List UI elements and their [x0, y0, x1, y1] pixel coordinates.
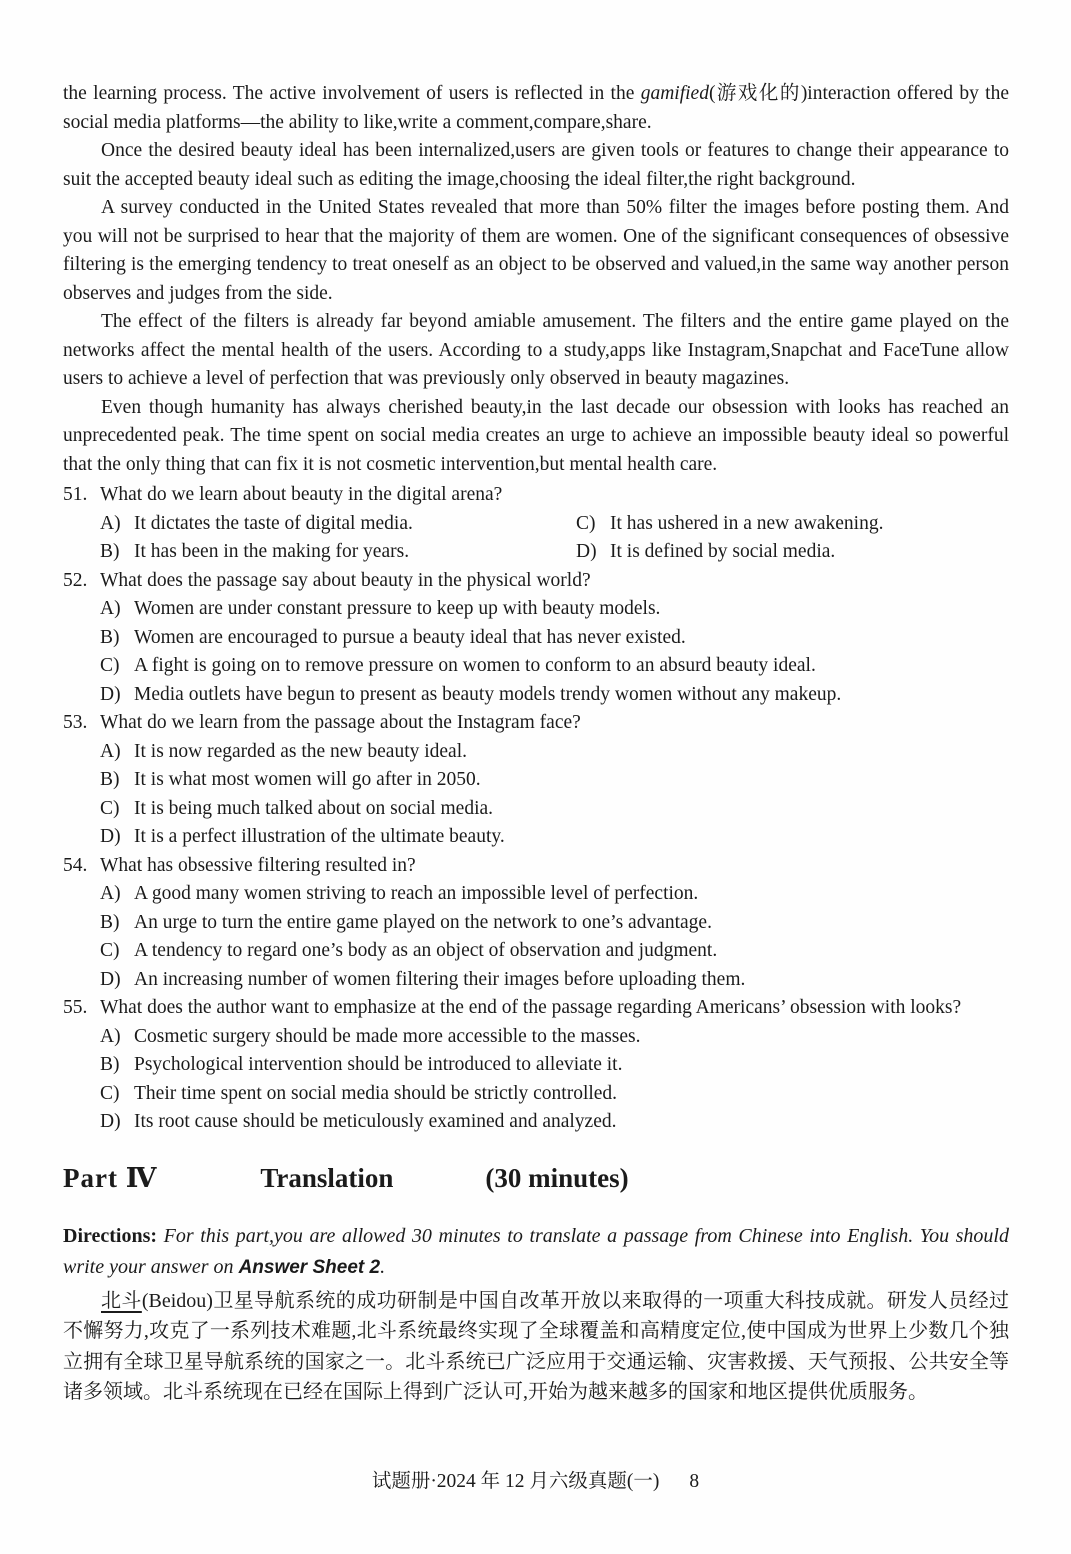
option-text: Media outlets have begun to present as beauty models trendy women without any makeup. [134, 683, 842, 705]
option-text: It is a perfect illustration of the ultimate beauty. [134, 826, 505, 847]
option-label: D) [100, 968, 121, 990]
question-line [63, 567, 1009, 596]
options-group [63, 595, 1009, 709]
part4-directions [63, 1221, 1009, 1283]
answer-option [100, 595, 1009, 624]
option-text: Psychological intervention should be introduced to alleviate it. [134, 1054, 623, 1075]
question-text: What do we learn from the passage about the Instagram face? [100, 712, 581, 733]
passage-text: A survey conducted in the United States revealed that more than 50% filter the images before posting them. And you will not be surprised to hear that the majority of them are women. One of the significant consequences of obsessive filtering is the emerging tendency to treat oneself as an object to be observed and valued,in the same way another person observes and judges from the side. [63, 197, 1009, 304]
answer-option [100, 538, 552, 567]
answer-option [100, 652, 1009, 681]
passage-text: Once the desired beauty ideal has been internalized,users are given tools or features to change their appearance to suit the accepted beauty ideal such as editing the image,choosing the ideal filter,the right background. [63, 140, 1009, 190]
option-text: A fight is going on to remove pressure on women to conform to an absurd beauty ideal. [134, 655, 816, 676]
answer-option [100, 1023, 1009, 1052]
passage-paragraph [63, 394, 1009, 480]
part-duration: (30 minutes) [485, 1162, 629, 1193]
answer-option [100, 823, 1009, 852]
translation-passage [63, 1286, 1009, 1408]
answer-option [100, 510, 552, 539]
option-label: C) [100, 940, 120, 961]
option-label: B) [100, 1054, 120, 1075]
option-text: Cosmetic surgery should be made more accessible to the masses. [134, 1025, 641, 1047]
directions-label: Directions: [63, 1224, 158, 1247]
option-label: C) [100, 655, 120, 676]
passage-paragraph [63, 137, 1009, 194]
page-number: 8 [689, 1470, 700, 1492]
translation-underlined-term: 北斗 [101, 1289, 142, 1312]
passage-text: gamified [640, 83, 709, 104]
directions-text-end: . [380, 1255, 386, 1278]
option-label: C) [100, 797, 120, 819]
question-line [63, 481, 1009, 510]
passage-paragraph [63, 308, 1009, 394]
reading-passage [63, 80, 1009, 479]
translation-body: (Beidou)卫星导航系统的成功研制是中国自改革开放以来取得的一项重大科技成就。研发人员经过不懈努力,攻克了一系列技术难题,北斗系统最终实现了全球覆盖和高精度定位,使中国成为世界上少数几个独立拥有全球卫星导航系统的国家之一。北斗系统已广泛应用于交通运输、灾害救援、天气预报、公共安全等诸多领域。北斗系统现在已经在国际上得到广泛认可,开始为越来越多的国家和地区提供优质服务。 [63, 1289, 1010, 1403]
option-text: Women are encouraged to pursue a beauty ideal that has never existed. [134, 626, 686, 648]
options-group [63, 738, 1009, 852]
question-text: What has obsessive filtering resulted in? [100, 854, 416, 876]
options-group [63, 880, 1009, 994]
directions-text: For this part,you are allowed 30 minutes to translate a passage from Chinese into English. You should write your answer on [63, 1224, 1009, 1278]
part4-heading [63, 1161, 1009, 1195]
option-label: C) [576, 512, 596, 534]
options-group [63, 510, 1009, 567]
question-text: What do we learn about beauty in the digital arena? [100, 484, 503, 505]
option-label: B) [100, 626, 120, 648]
question-number: 53. [63, 712, 88, 733]
option-text: An urge to turn the entire game played on the network to one’s advantage. [134, 911, 712, 933]
question-number: 51. [63, 484, 88, 505]
option-label: B) [100, 541, 120, 562]
passage-paragraph [63, 80, 1009, 137]
option-label: C) [100, 1082, 120, 1104]
options-group [63, 1023, 1009, 1137]
option-text: Its root cause should be meticulously examined and analyzed. [134, 1111, 617, 1132]
question-list [63, 481, 1009, 1137]
question-item [63, 709, 1009, 852]
option-text: It dictates the taste of digital media. [134, 512, 413, 534]
option-text: An increasing number of women filtering their images before uploading them. [134, 968, 746, 990]
option-text: It has ushered in a new awakening. [610, 512, 884, 534]
answer-option [576, 510, 1009, 539]
question-item [63, 567, 1009, 710]
answer-option [100, 624, 1009, 653]
answer-option [100, 937, 1009, 966]
passage-text: (游戏化的)interaction offered by the social media platforms—the ability to like,write a comment,compare,share. [63, 83, 1009, 133]
question-line [63, 852, 1009, 881]
answer-option [100, 738, 1009, 767]
answer-option [100, 795, 1009, 824]
option-label: B) [100, 911, 120, 933]
option-label: D) [100, 826, 121, 847]
option-text: It is what most women will go after in 2050. [134, 769, 481, 790]
option-text: A good many women striving to reach an impossible level of perfection. [134, 883, 699, 904]
passage-text: the learning process. The active involvement of users is reflected in the [63, 83, 641, 104]
option-label: A) [100, 598, 121, 619]
option-label: D) [100, 1111, 121, 1132]
question-text: What does the passage say about beauty in the physical world? [100, 569, 591, 591]
question-item [63, 852, 1009, 995]
option-label: B) [100, 769, 120, 790]
option-label: D) [100, 683, 121, 705]
answer-option [100, 766, 1009, 795]
option-text: It is now regarded as the new beauty ideal. [134, 740, 468, 762]
passage-paragraph [63, 194, 1009, 308]
answer-option [100, 880, 1009, 909]
option-label: A) [100, 512, 121, 534]
passage-text: Even though humanity has always cherished beauty,in the last decade our obsession with looks has reached an unprecedented peak. The time spent on social media creates an urge to achieve an impossible beauty ideal so powerful that the only thing that can fix it is not cosmetic intervention,but mental health care. [63, 396, 1009, 475]
option-label: A) [100, 1025, 121, 1047]
answer-option [100, 1051, 1009, 1080]
answer-option [576, 538, 1009, 567]
answer-sheet-reference: Answer Sheet 2 [238, 1256, 381, 1278]
question-line [63, 709, 1009, 738]
question-number: 52. [63, 569, 88, 591]
option-text: A tendency to regard one’s body as an object of observation and judgment. [134, 940, 718, 961]
question-number: 55. [63, 997, 88, 1018]
page-footer [0, 1468, 1071, 1497]
part-title: Translation [260, 1162, 394, 1193]
option-label: A) [100, 740, 121, 762]
answer-option [100, 1108, 1009, 1137]
option-text: Women are under constant pressure to keep up with beauty models. [134, 598, 661, 619]
answer-option [100, 909, 1009, 938]
question-text: What does the author want to emphasize at the end of the passage regarding Americans’ obsession with looks? [100, 997, 962, 1018]
question-number: 54. [63, 854, 88, 876]
answer-option [100, 681, 1009, 710]
option-text: It is being much talked about on social media. [134, 797, 494, 819]
footer-booklet-label: 试题册·2024 年 12 月六级真题(一) [371, 1470, 660, 1492]
question-line [63, 994, 1009, 1023]
answer-option [100, 966, 1009, 995]
passage-text: The effect of the filters is already far beyond amiable amusement. The filters and the entire game played on the networks affect the mental health of the users. According to a study,apps like Instagram,Snapchat and FaceTune allow users to achieve a level of perfection that was previously only observed in beauty magazines. [63, 311, 1009, 389]
option-label: D) [576, 541, 597, 562]
question-item [63, 481, 1009, 567]
part-label: Part Ⅳ [63, 1162, 158, 1193]
question-item [63, 994, 1009, 1137]
option-text: It has been in the making for years. [134, 541, 410, 562]
option-text: Their time spent on social media should be strictly controlled. [134, 1082, 618, 1104]
option-label: A) [100, 883, 121, 904]
answer-option [100, 1080, 1009, 1109]
option-text: It is defined by social media. [610, 541, 836, 562]
